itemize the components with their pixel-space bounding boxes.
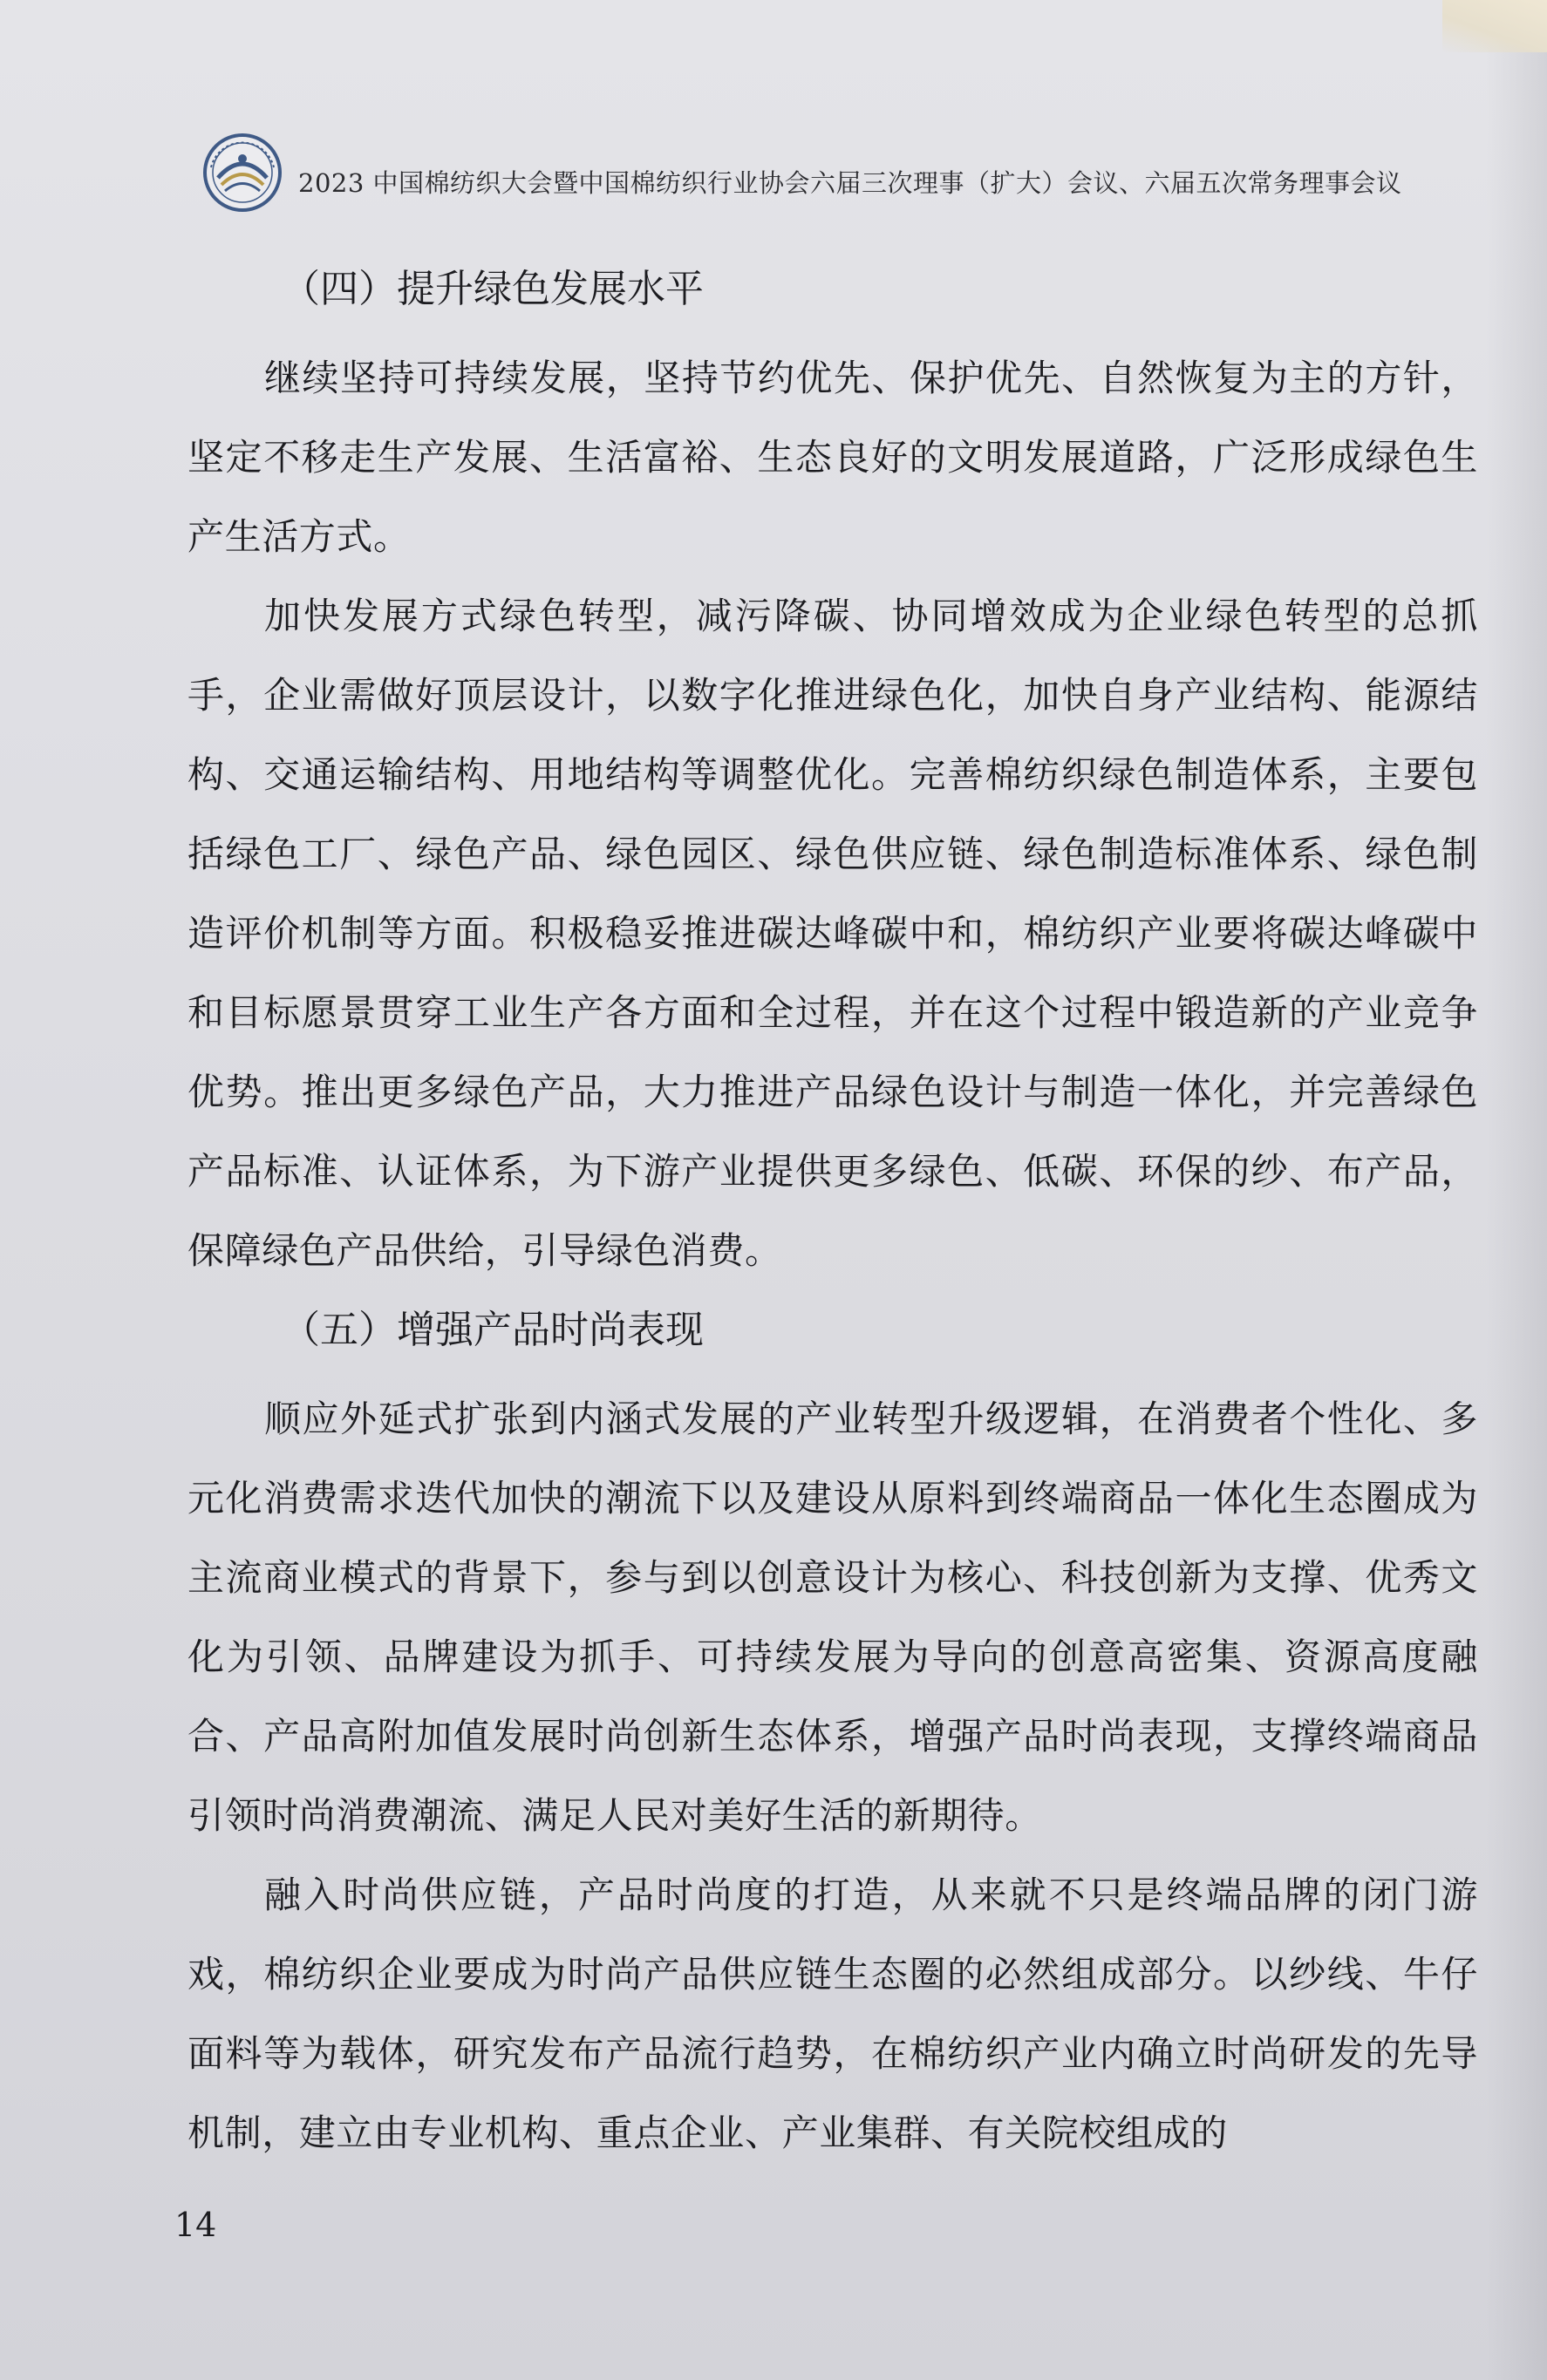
section-heading: （四）提升绿色发展水平 xyxy=(282,267,704,311)
association-emblem-icon xyxy=(202,133,283,213)
page-corner-fold xyxy=(1442,0,1547,52)
paragraph: 融入时尚供应链，产品时尚度的打造，从来就不只是终端品牌的闭门游戏，棉纺织企业要成为时尚产品供应链生态圈的必然组成部分。以纱线、牛仔面料等为载体，研究发布产品流行趋势，在棉纺织产业内确立时尚研发的先导机制，建立由专业机构、重点企业、产业集群、有关院校组成的 xyxy=(187,1873,1478,2154)
document-body xyxy=(187,262,1478,2173)
header-title: 2023 中国棉纺织大会暨中国棉纺织行业协会六届三次理事（扩大）会议、六届五次常务理事会议 xyxy=(298,168,1402,198)
paragraph: 继续坚持可持续发展，坚持节约优先、保护优先、自然恢复为主的方针，坚定不移走生产发展、生活富裕、生态良好的文明发展道路，广泛形成绿色生产生活方式。 xyxy=(187,357,1478,558)
paragraph: 加快发展方式绿色转型，减污降碳、协同增效成为企业绿色转型的总抓手，企业需做好顶层设计，以数字化推进绿色化，加快自身产业结构、能源结构、交通运输结构、用地结构等调整优化。完善棉纺织绿色制造体系，主要包括绿色工厂、绿色产品、绿色园区、绿色供应链、绿色制造标准体系、绿色制造评价机制等方面。积极稳妥推进碳达峰碳中和，棉纺织产业要将碳达峰碳中和目标愿景贯穿工业生产各方面和全过程，并在这个过程中锻造新的产业竞争优势。推出更多绿色产品，大力推进产品绿色设计与制造一体化，并完善绿色产品标准、认证体系，为下游产业提供更多绿色、低碳、环保的纱、布产品，保障绿色产品供给，引导绿色消费。 xyxy=(187,595,1478,1272)
page-number: 14 xyxy=(174,2206,217,2244)
paragraph: 顺应外延式扩张到内涵式发展的产业转型升级逻辑，在消费者个性化、多元化消费需求迭代加快的潮流下以及建设从原料到终端商品一体化生态圈成为主流商业模式的背景下，参与到以创意设计为核心、科技创新为支撑、优秀文化为引领、品牌建设为抓手、可持续发展为导向的创意高密集、资源高度融合、产品高附加值发展时尚创新生态体系，增强产品时尚表现，支撑终端商品引领时尚消费潮流、满足人民对美好生活的新期待。 xyxy=(187,1397,1478,1837)
page-edge-shadow xyxy=(1486,0,1547,2380)
page-header xyxy=(202,133,1441,228)
section-heading: （五）增强产品时尚表现 xyxy=(282,1308,704,1352)
